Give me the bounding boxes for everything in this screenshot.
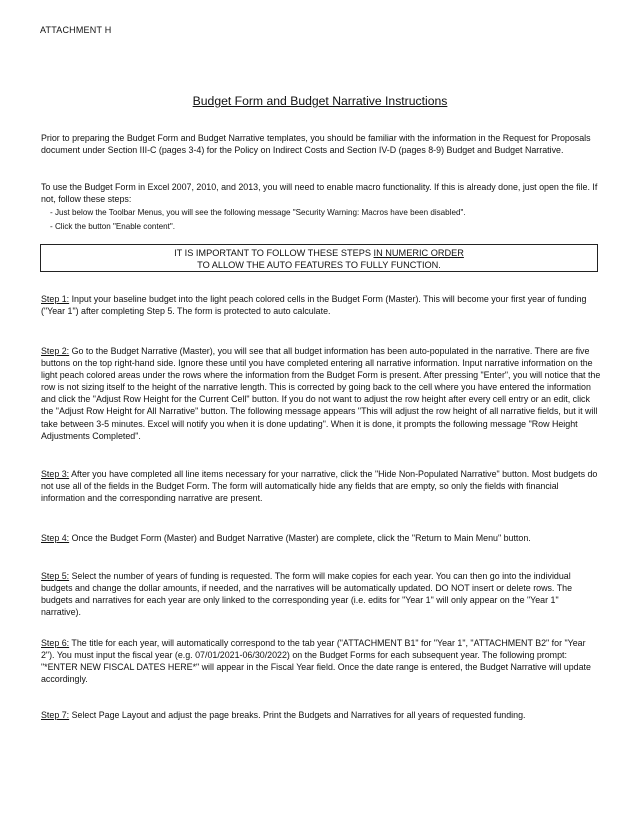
notice-prefix: IT IS IMPORTANT TO FOLLOW THESE STEPS [174,248,374,258]
step-4-text: Once the Budget Form (Master) and Budget Narrative (Master) are complete, click the "Return to Main Menu" button. [69,533,531,543]
step-2-label: Step 2: [41,346,70,356]
page-title: Budget Form and Budget Narrative Instructions [192,94,448,108]
step-5-text: Select the number of years of funding is requested. The form will make copies for each year. You can then go into the individual budgets and change the dollar amounts, if needed, and the narratives will be automatically updated. DO NOT insert or delete rows. The budgets and narratives for each year are only linked to the corresponding year (i.e. edits for "Year 1" will only appear on the "Year 1" narrative). [41,571,573,618]
step-4-paragraph [41,532,601,544]
step-5-label: Step 5: [41,571,70,581]
macro-instructions-paragraph: To use the Budget Form in Excel 2007, 2010, and 2013, you will need to enable macro functionality. If this is already done, just open the file. If not, follow these steps: [41,182,598,205]
step-6-paragraph [41,637,601,685]
step-3-paragraph [41,468,601,504]
notice-line-2: TO ALLOW THE AUTO FEATURES TO FULLY FUNCTION. [197,260,441,271]
numeric-order-notice [40,244,598,272]
notice-emphasis: IN NUMERIC ORDER [373,248,464,258]
step-7-paragraph [41,709,601,721]
bullet-security-warning: - Just below the Toolbar Menus, you will see the following message "Security Warning: Macros have been disabled". [50,208,466,217]
step-7-text: Select Page Layout and adjust the page breaks. Print the Budgets and Narratives for all years of requested funding. [69,710,526,720]
step-3-label: Step 3: [41,469,70,479]
step-1-text: Input your baseline budget into the light peach colored cells in the Budget Form (Master). This will become your first year of funding ("Year 1") after completing Step 5. The form is protected to auto calculate. [41,294,587,317]
intro-paragraph: Prior to preparing the Budget Form and Budget Narrative templates, you should be familiar with the information in the Request for Proposals document under Section III-C (pages 3-4) for the Policy on Indirect Costs and Section IV-D (pages 8-9) Budget and Budget Narrative. [41,133,591,156]
step-2-text: Go to the Budget Narrative (Master), you will see that all budget information has been auto-populated in the narrative. There are five buttons on the top right-hand side. Ignore these until you have completed entering all narrative information. Input narrative information on the light peach colored areas under the rows where the information from the Budget Form is present. After pressing "Enter", you will notice that the row is not sizing itself to the height of the narrative length. This is corrected by going back to the cell where you have entered the information and click the "Adjust Row Height for the Current Cell" button. If you do not want to adjust the row height after every cell entry or an edit, click the "Adjust Row Height for All Narrative" button. The following message appears "This will adjust the row height of all narrative fields, but it will take between 3-5 minutes. Excel will notify you when it is done updating". When it is done, it prompts the following message "Row Height Adjustments Completed". [41,346,601,441]
step-5-paragraph [41,570,601,618]
notice-line-1 [41,247,597,259]
step-3-text: After you have completed all line items necessary for your narrative, click the "Hide Non-Populated Narrative" button. Most budgets do not use all of the fields in the Budget Form. The form will automatically hide any fields that are empty, so only the fields with financial information and the corresponding narrative are present. [41,469,598,504]
step-1-paragraph [41,293,601,317]
step-7-label: Step 7: [41,710,70,720]
step-2-paragraph [41,345,601,442]
bullet-enable-content: - Click the button "Enable content". [50,222,175,231]
step-6-text: The title for each year, will automatically correspond to the tab year ("ATTACHMENT B1" for "Year 1", "ATTACHMENT B2" for "Year 2"). You must input the fiscal year (e.g. 07/01/2021-06/30/2022) on the Budget Forms for each subsequent year. The following prompt: "*ENTER NEW FISCAL DATES HERE*" will appear in the Fiscal Year field. Once the date range is entered, the Budget Narrative will update accordingly. [41,638,591,685]
step-6-label: Step 6: [41,638,70,648]
step-4-label: Step 4: [41,533,70,543]
attachment-label: ATTACHMENT H [40,25,112,35]
step-1-label: Step 1: [41,294,70,304]
